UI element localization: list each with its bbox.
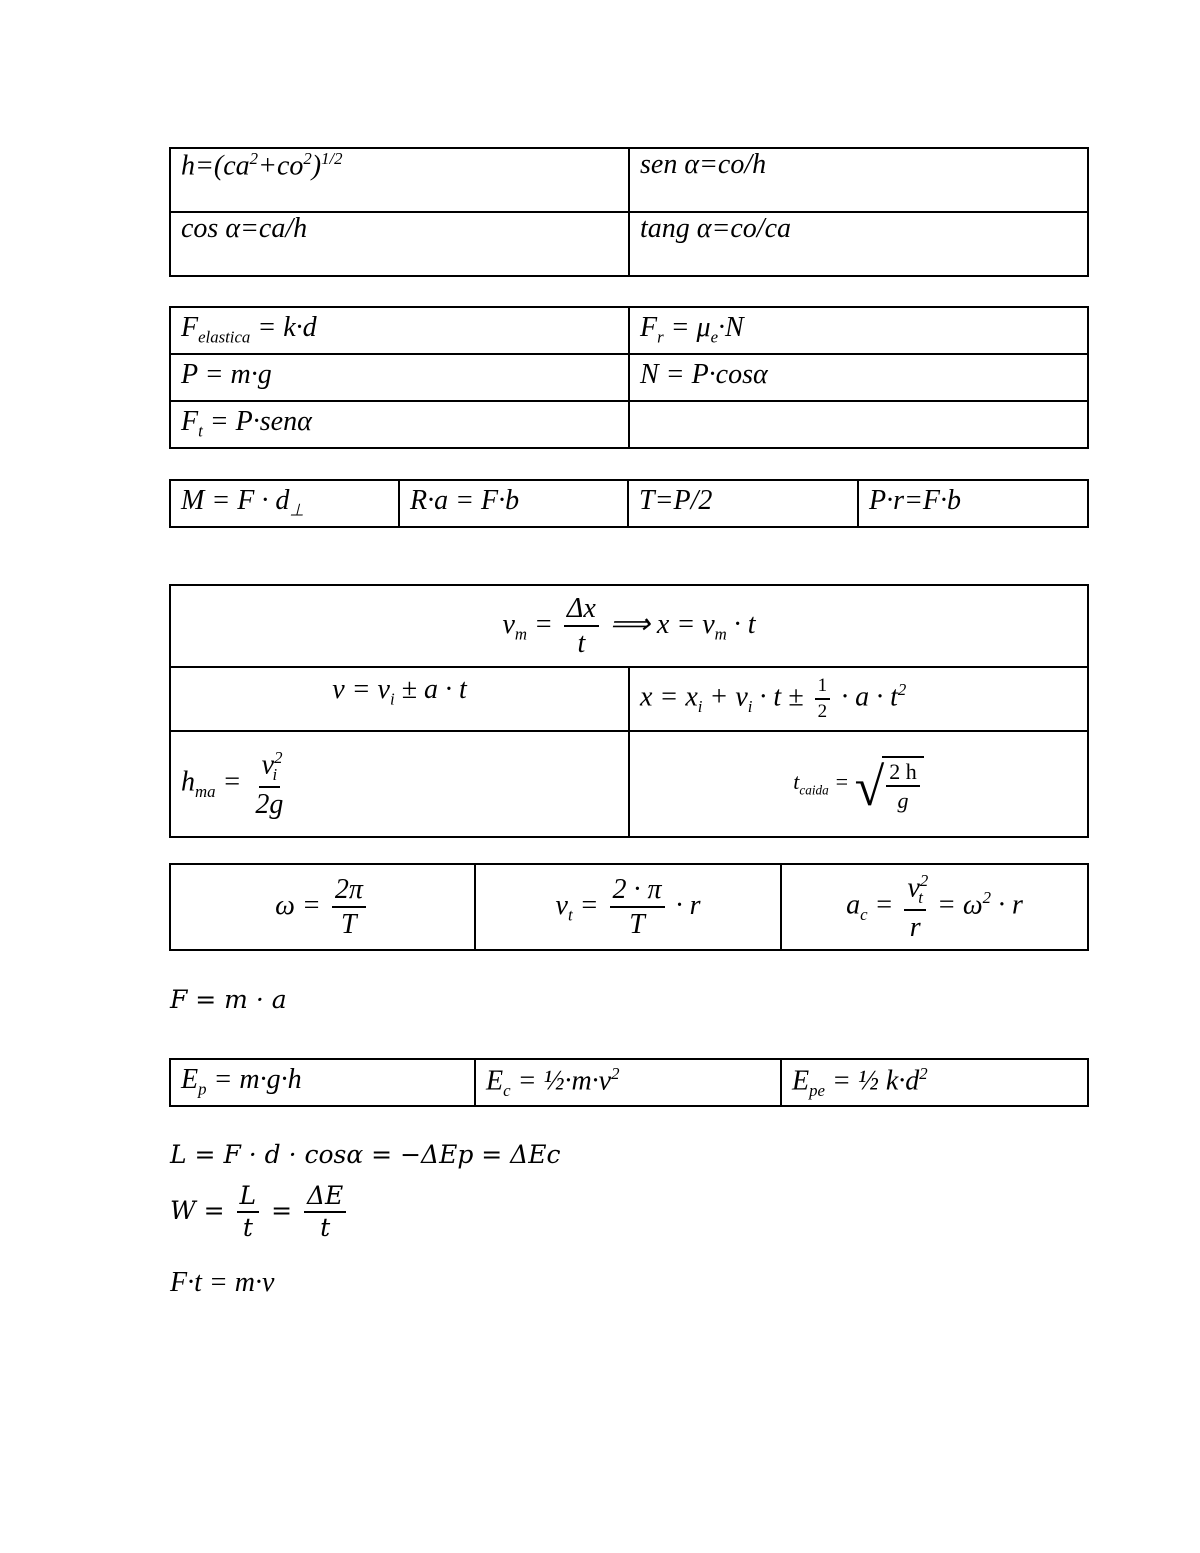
normal-force-formula: N = P·cosα bbox=[629, 354, 1088, 401]
moments-table bbox=[169, 479, 1089, 528]
position-formula: $x = x_i + v_i \cdot t$ ± $\frac{1}{2}$ · $a \cdot t^2$ bbox=[629, 667, 1088, 731]
kinetic-energy-formula: $E_c$ = $\frac{1}{2}\cdot m\cdot v^2$ bbox=[475, 1059, 781, 1106]
trig-table bbox=[169, 147, 1089, 277]
fall-time-formula: $t_{caida}$ = √ $\frac{2 h}{g}$ bbox=[629, 731, 1088, 837]
weight-formula: P = m·g bbox=[170, 354, 629, 401]
torque-formula: $M = F \cdot d_\perp$ bbox=[170, 480, 399, 527]
cosine-formula: cos α=ca/h bbox=[170, 212, 629, 276]
centripetal-acceleration-formula: $a_c$ = $\frac{v^2_t}{r}$ = $\omega^2 \cdot r$ bbox=[781, 864, 1088, 950]
tangential-velocity-formula: $v_t$ = $\frac{2 \cdot \pi}{T}$ · r bbox=[475, 864, 781, 950]
lever-formula: R·a = F·b bbox=[399, 480, 628, 527]
winch-formula: P·r=F·b bbox=[858, 480, 1088, 527]
power-formula: W = $\frac{L}{t}$ = $\frac{\Delta E}{t}$ bbox=[170, 1183, 350, 1242]
energy-table bbox=[169, 1058, 1089, 1107]
mean-velocity-formula: $v_m$ = $\frac{\Delta x}{t}$ ⟹ $x = v_m \cdot t$ bbox=[170, 585, 1088, 667]
elastic-energy-formula: $E_{pe}$ = ½ $k\cdot d^2$ bbox=[781, 1059, 1088, 1106]
tangent-formula: tang α=co/ca bbox=[629, 212, 1088, 276]
elastic-force-formula: $F_{elastica} = k\cdot d$ bbox=[170, 307, 629, 354]
forces-table bbox=[169, 306, 1089, 449]
empty-cell bbox=[629, 401, 1088, 448]
hypotenuse-formula: $h=(ca^2+co^2)^{1/2}$ bbox=[170, 148, 629, 212]
sine-formula: sen α=co/h bbox=[629, 148, 1088, 212]
max-height-formula: $h_{ma}$ = $\frac{v^2_i}{2g}$ bbox=[170, 731, 629, 837]
impulse-formula: F·t = m·v bbox=[170, 1267, 275, 1298]
velocity-formula: $v = v_i \pm a \cdot t$ bbox=[170, 667, 629, 731]
pulley-formula: T=P/2 bbox=[628, 480, 858, 527]
work-formula: L = F · d · cosα = −ΔEp = ΔEc bbox=[170, 1140, 561, 1169]
tangential-force-formula: $F_t = P\cdot sen\alpha$ bbox=[170, 401, 629, 448]
potential-energy-formula: $E_p = m\cdot g\cdot h$ bbox=[170, 1059, 475, 1106]
angular-velocity-formula: ω = $\frac{2\pi}{T}$ bbox=[170, 864, 475, 950]
friction-force-formula: $F_r = \mu_e\cdot N$ bbox=[629, 307, 1088, 354]
square-root: √ $\frac{2 h}{g}$ bbox=[855, 756, 924, 812]
circular-motion-table bbox=[169, 863, 1089, 951]
newton-law-formula: F = m · a bbox=[170, 985, 287, 1014]
kinematics-table bbox=[169, 584, 1089, 838]
